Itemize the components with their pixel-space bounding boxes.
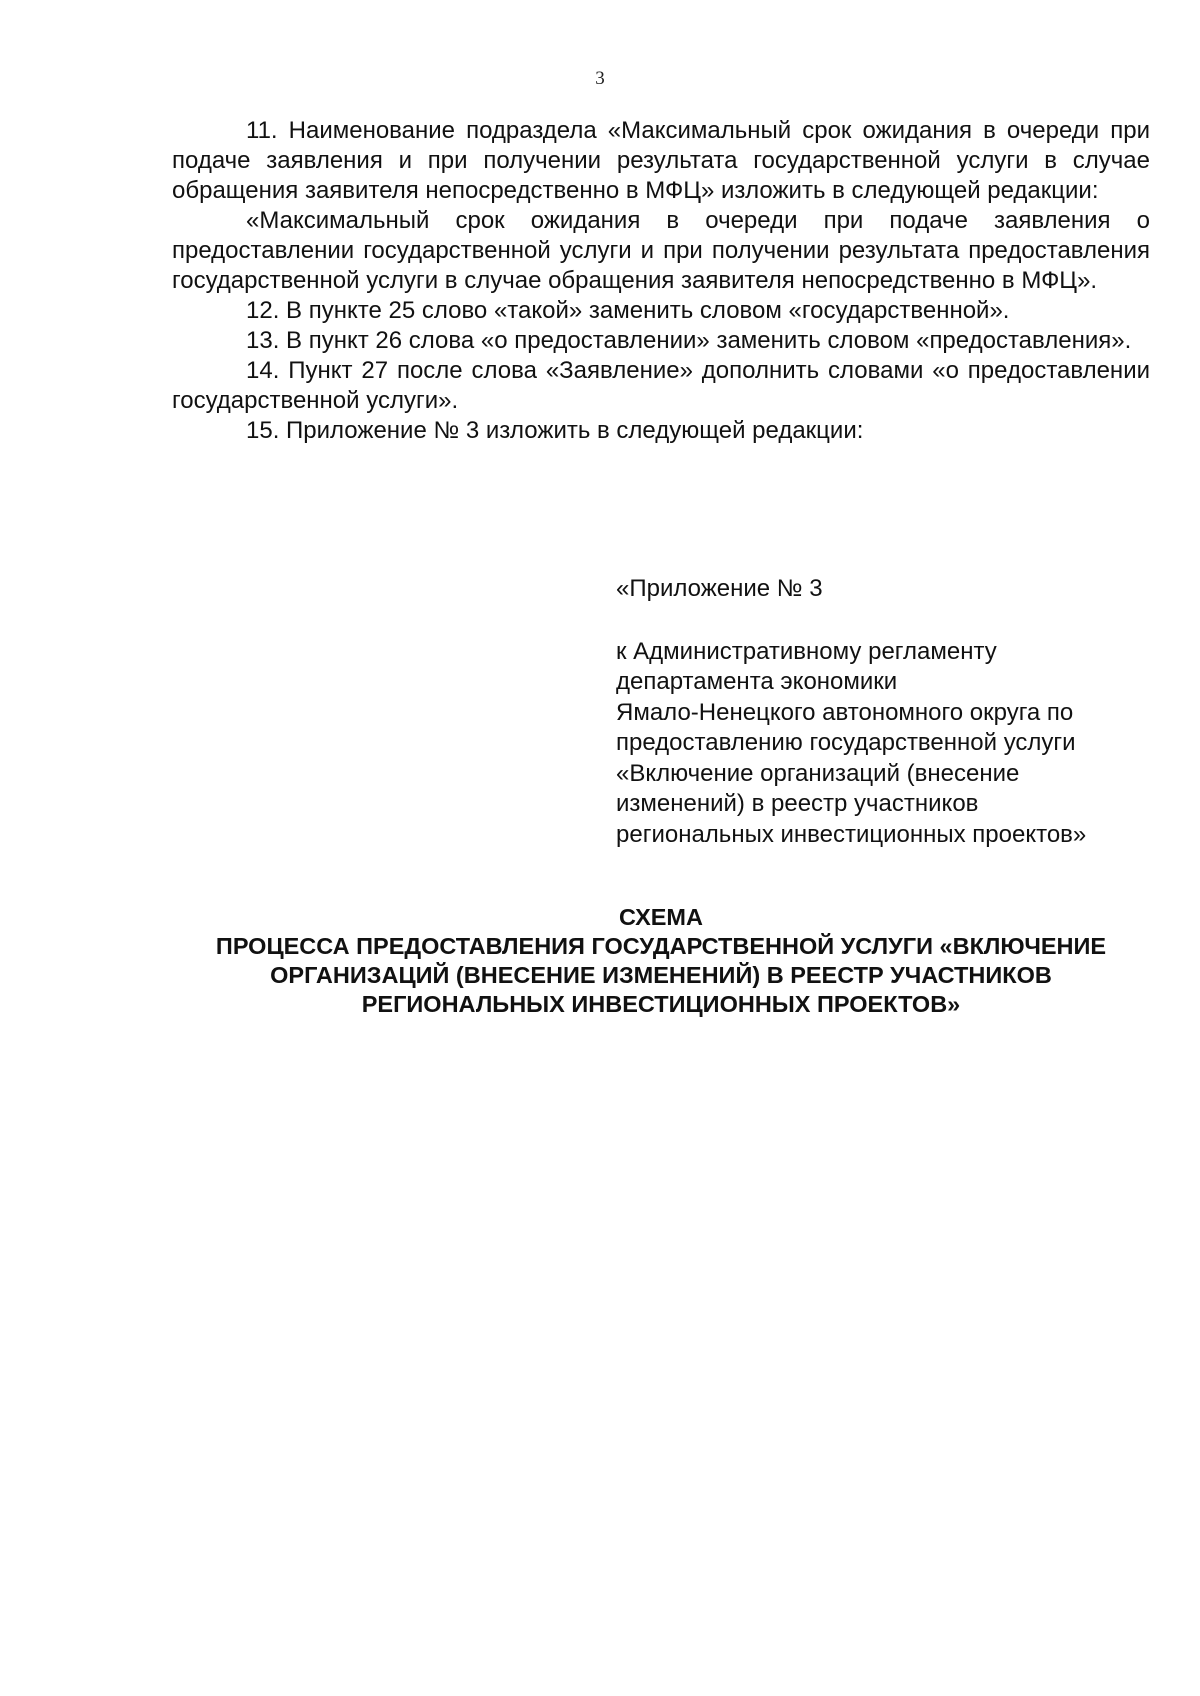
schema-heading	[172, 903, 1150, 1019]
document-body	[172, 116, 1150, 446]
appendix-line: изменений) в реестр участников	[616, 790, 979, 817]
page-number: 3	[595, 68, 605, 89]
schema-subtitle-line: ПРОЦЕССА ПРЕДОСТАВЛЕНИЯ ГОСУДАРСТВЕННОЙ УСЛУГИ «ВКЛЮЧЕНИЕ	[215, 933, 1107, 959]
schema-subtitle-line: ОРГАНИЗАЦИЙ (ВНЕСЕНИЕ ИЗМЕНЕНИЙ) В РЕЕСТР УЧАСТНИКОВ	[270, 962, 1052, 988]
paragraph-item-15: 15. Приложение № 3 изложить в следующей редакции:	[246, 417, 864, 444]
appendix-line: «Включение организаций (внесение	[616, 759, 1020, 787]
appendix-line: региональных инвестиционных проектов»	[616, 820, 1087, 848]
appendix-line: Ямало-Ненецкого автономного округа по	[616, 698, 1074, 726]
appendix-line: департамента экономики	[616, 668, 898, 695]
appendix-title: «Приложение № 3	[616, 575, 823, 602]
appendix-line: предоставлению государственной услуги	[616, 729, 1076, 756]
appendix-header	[616, 574, 1156, 850]
schema-title: СХЕМА	[619, 904, 703, 930]
paragraph-item-11: 11. Наименование подраздела «Максимальный срок ожидания в очереди при подаче заявления и при получении результата государственной услуги в случае обращения заявителя непосредственно в МФЦ» изложить в следующей редакции:	[172, 117, 1150, 204]
paragraph-item-12: 12. В пункте 25 слово «такой» заменить словом «государственной».	[246, 297, 1010, 324]
paragraph-item-14: 14. Пункт 27 после слова «Заявление» дополнить словами «о предоставлении государственной услуги».	[172, 357, 1150, 414]
schema-subtitle-line: РЕГИОНАЛЬНЫХ ИНВЕСТИЦИОННЫХ ПРОЕКТОВ»	[361, 991, 961, 1017]
paragraph-item-13: 13. В пункт 26 слова «о предоставлении» заменить словом «предоставления».	[246, 327, 1132, 354]
paragraph-quote: «Максимальный срок ожидания в очереди при подаче заявления о предоставлении государственной услуги и при получении результата предоставления государственной услуги в случае обращения заявителя непосредственно в МФЦ».	[172, 207, 1150, 294]
appendix-line: к Административному регламенту	[616, 637, 997, 665]
